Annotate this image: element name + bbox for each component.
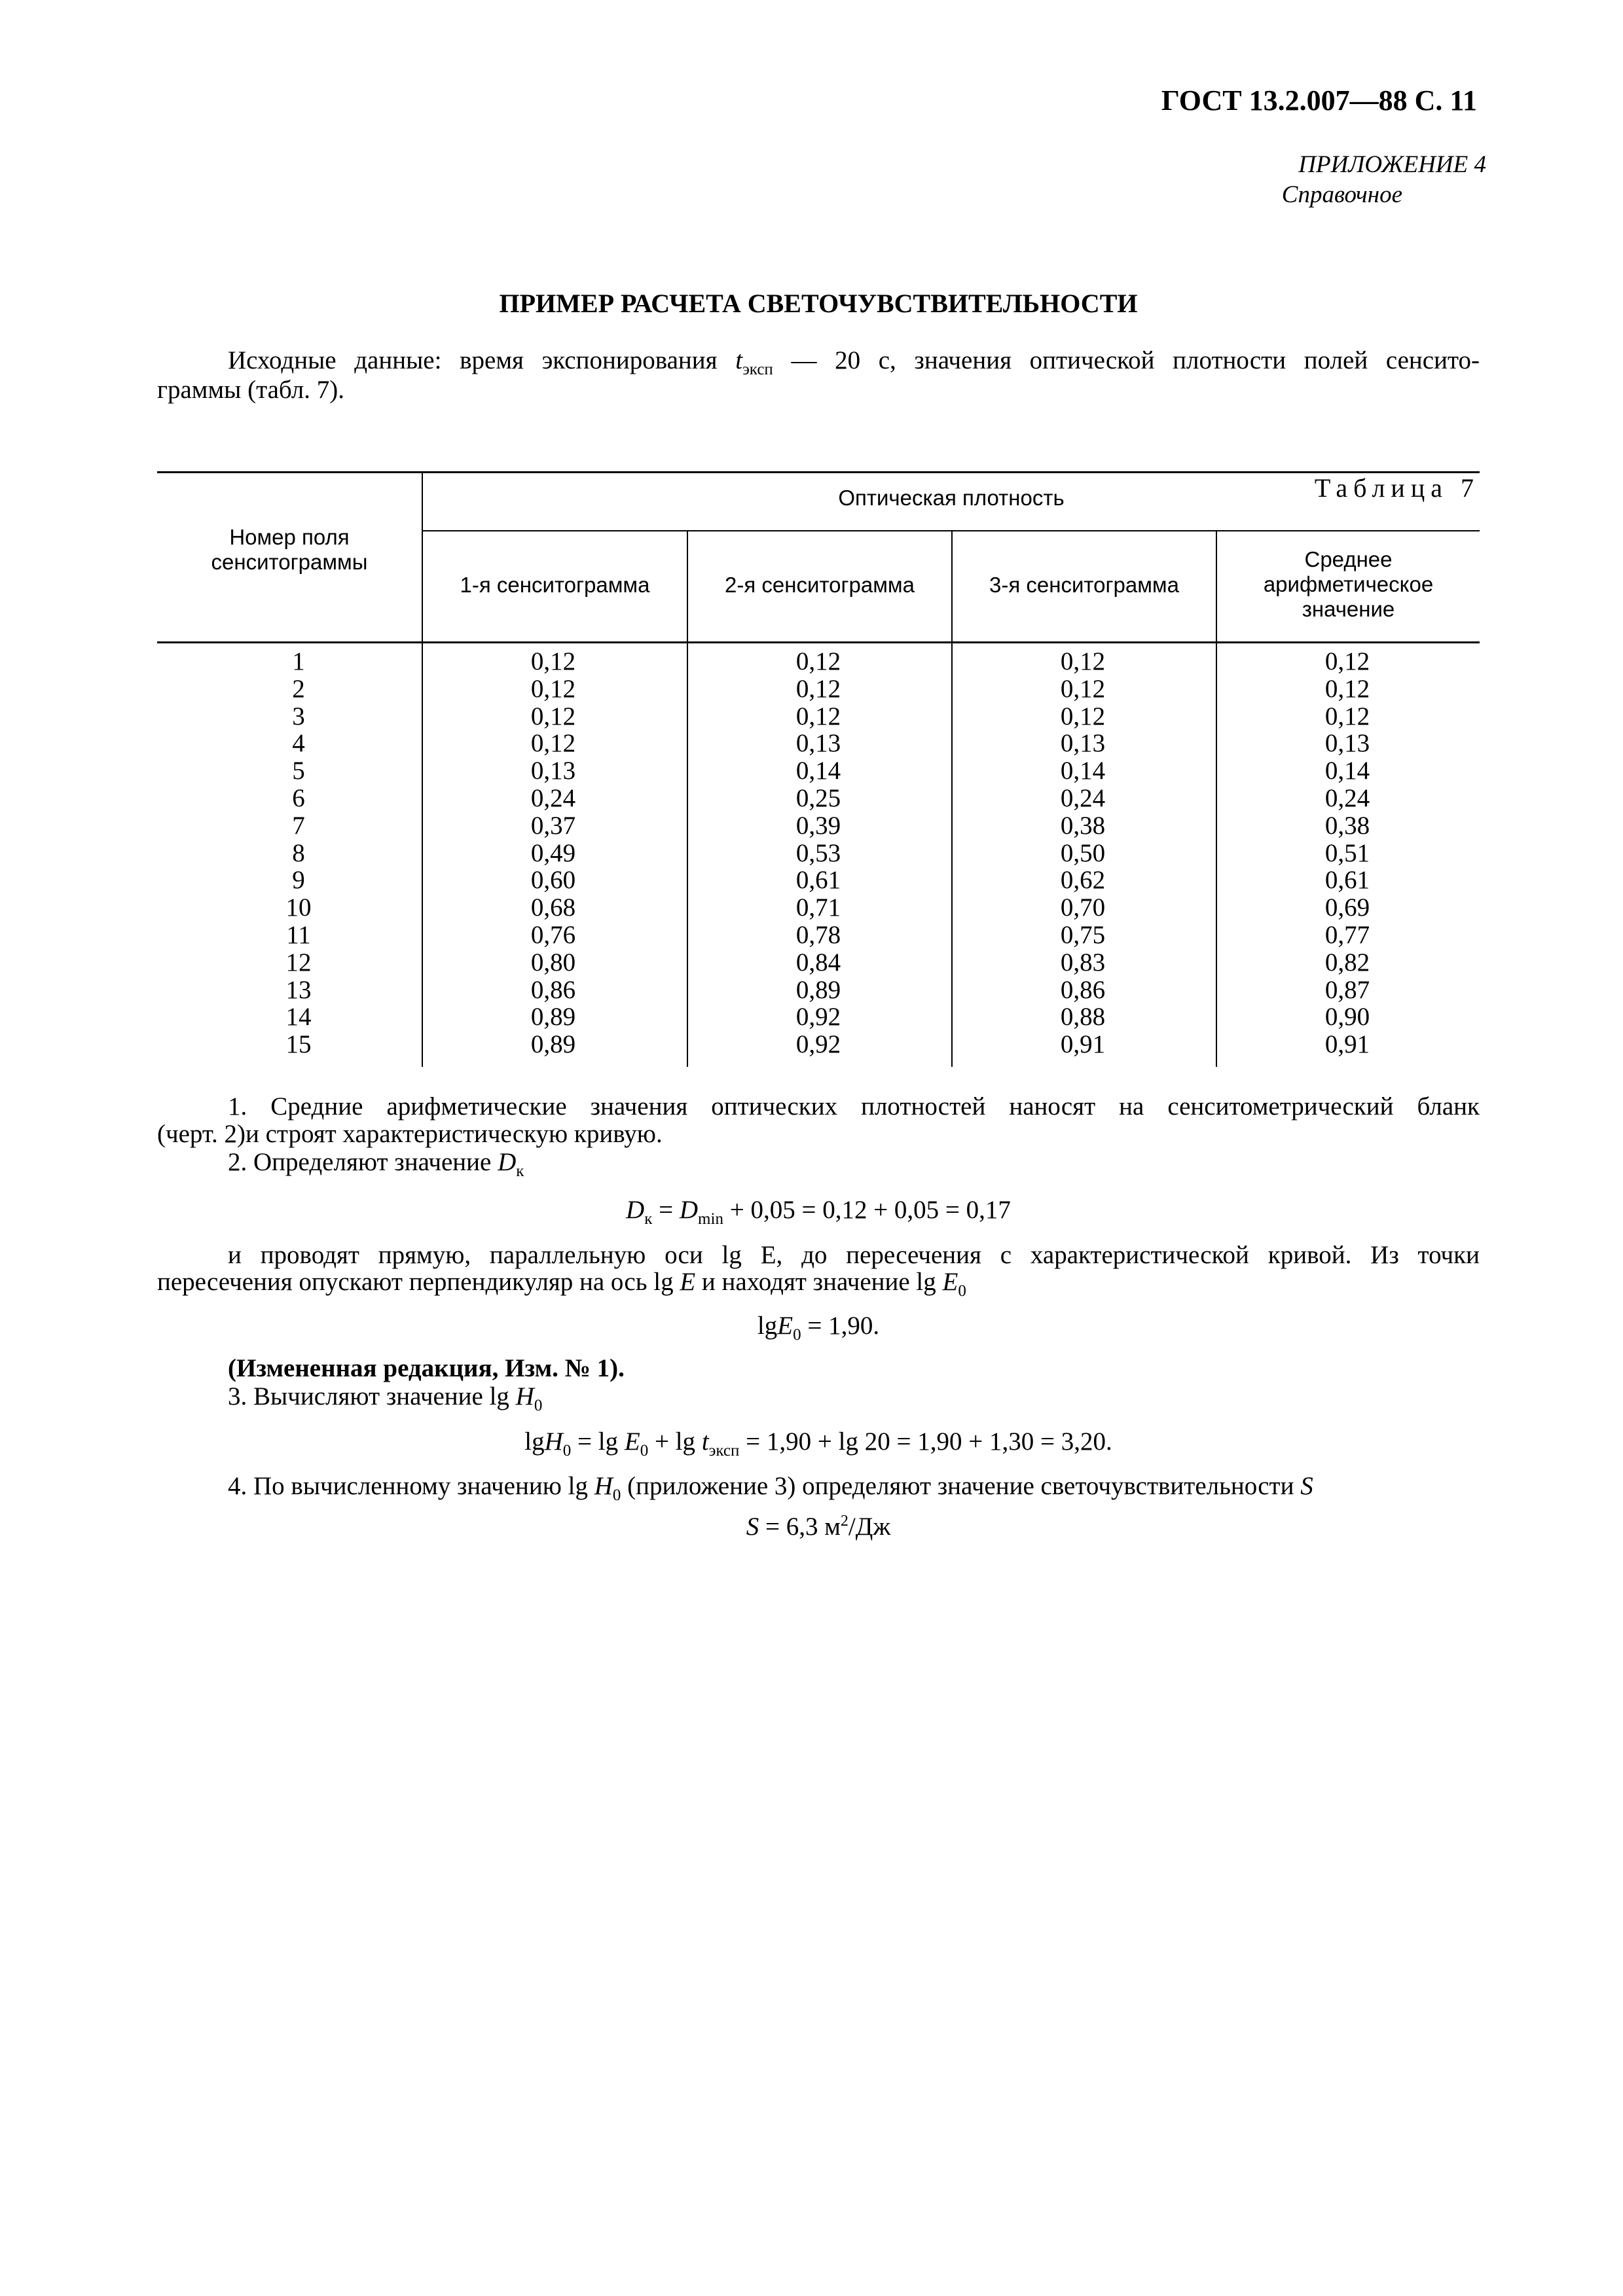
row-number-cell: 10 xyxy=(285,893,312,922)
step-4: 4. По вычисленному значению $\lg H_0$ (приложение 3) определяют значение светочувствительности S xyxy=(228,1472,1313,1504)
step-2b-line-2: пересечения опускают перпендикуляр на ось lg E и находят значение $\lg E_0$ xyxy=(157,1268,966,1300)
density-cell: 0,13 xyxy=(1060,729,1106,758)
header-sensitogram-1: 1-я сенситограмма xyxy=(460,573,650,597)
density-cell: 0,13 xyxy=(795,729,841,758)
row-number-cell: 11 xyxy=(286,920,311,949)
row-number-cell: 6 xyxy=(292,783,305,812)
formula-lge0: lgE$_0$ = 1,90. xyxy=(757,1312,880,1344)
density-cell: 0,12 xyxy=(530,674,576,703)
density-cell: 0,84 xyxy=(795,948,841,977)
density-cell: 0,37 xyxy=(530,811,576,840)
step-1-line-2: (черт. 2)и строят характеристическую кривую. xyxy=(157,1120,663,1148)
density-cell: 0,75 xyxy=(1060,920,1106,949)
column-sensitogram-3 xyxy=(952,648,1214,1058)
row-number-cell: 15 xyxy=(285,1030,312,1059)
step-2b-line-1: и проводят прямую, параллельную оси lg E, до пересечения с характеристической кривой. Из точки xyxy=(228,1241,1480,1269)
formula-lgh0: $\lg H_0 = \lg E_0 + \lg t_{эксп} = 1,90 + \lg 20 = 1,90 + 1,30 = 3,20$. xyxy=(524,1427,1112,1460)
density-cell: 0,12 xyxy=(795,674,841,703)
density-cell: 0,12 xyxy=(530,729,576,758)
column-sensitogram-1 xyxy=(422,648,684,1058)
density-cell: 0,53 xyxy=(795,838,841,867)
document-title: ПРИМЕР РАСЧЕТА СВЕТОЧУВСТВИТЕЛЬНОСТИ xyxy=(499,289,1138,318)
density-cell: 0,24 xyxy=(1060,783,1106,812)
density-cell: 0,89 xyxy=(795,975,841,1004)
density-cell: 0,25 xyxy=(795,783,841,812)
row-number-cell: 1 xyxy=(292,647,305,675)
density-cell: 0,86 xyxy=(530,975,576,1004)
density-cell: 0,76 xyxy=(530,920,576,949)
density-cell: 0,14 xyxy=(795,757,841,785)
row-number-cell: 8 xyxy=(292,838,305,867)
density-cell: 0,87 xyxy=(1324,975,1370,1004)
table-caption: Таблица 7 xyxy=(1314,473,1480,503)
density-cell: 0,69 xyxy=(1324,893,1370,922)
density-cell: 0,90 xyxy=(1324,1003,1370,1031)
header-mean-value: Среднее арифметическое значение xyxy=(1263,547,1434,621)
appendix-label: ПРИЛОЖЕНИЕ 4 xyxy=(1298,151,1486,178)
density-cell: 0,68 xyxy=(530,893,576,922)
header-field-number: Номер поля сенситограммы xyxy=(211,525,368,574)
density-cell: 0,89 xyxy=(530,1003,576,1031)
formula-s: S = 6,3 $м^2/Дж$ xyxy=(746,1513,891,1541)
density-cell: 0,92 xyxy=(795,1003,841,1031)
density-cell: 0,12 xyxy=(1060,674,1106,703)
column-mean-value xyxy=(1216,648,1478,1058)
density-cell: 0,14 xyxy=(1060,757,1106,785)
density-cell: 0,62 xyxy=(1060,866,1106,895)
density-cell: 0,12 xyxy=(1324,702,1370,730)
header-sensitogram-3: 3-я сенситограмма xyxy=(989,573,1179,597)
density-cell: 0,13 xyxy=(1324,729,1370,758)
density-cell: 0,61 xyxy=(795,866,841,895)
density-cell: 0,78 xyxy=(795,920,841,949)
density-cell: 0,51 xyxy=(1324,838,1370,867)
intro-line-2: граммы (табл. 7). xyxy=(157,376,345,404)
density-cell: 0,50 xyxy=(1060,838,1106,867)
step-3: 3. Вычисляют значение $\lg H_0$ xyxy=(228,1382,543,1414)
step-2: 2. Определяют значение $D_к$ xyxy=(228,1148,524,1180)
density-cell: 0,12 xyxy=(1324,647,1370,675)
row-number-cell: 13 xyxy=(285,975,312,1004)
density-cell: 0,13 xyxy=(530,757,576,785)
density-cell: 0,38 xyxy=(1060,811,1106,840)
formula-dk: $D_к = D_{min} + 0,05 = 0,12 + 0,05 = 0,17$ xyxy=(626,1196,1011,1228)
density-cell: 0,12 xyxy=(530,702,576,730)
density-cell: 0,61 xyxy=(1324,866,1370,895)
density-cell: 0,88 xyxy=(1060,1003,1106,1031)
row-number-cell: 4 xyxy=(292,729,305,758)
density-cell: 0,49 xyxy=(530,838,576,867)
table-header-rule xyxy=(157,641,1480,643)
density-cell: 0,70 xyxy=(1060,893,1106,922)
density-cell: 0,12 xyxy=(1060,647,1106,675)
density-cell: 0,24 xyxy=(1324,783,1370,812)
step-1-line-1: 1. Средние арифметические значения оптических плотностей наносят на сенситометрический бланк xyxy=(228,1092,1480,1121)
column-field-number xyxy=(168,648,429,1058)
row-number-cell: 5 xyxy=(292,757,305,785)
density-cell: 0,92 xyxy=(795,1030,841,1059)
row-number-cell: 3 xyxy=(292,702,305,730)
density-cell: 0,12 xyxy=(530,647,576,675)
density-cell: 0,24 xyxy=(530,783,576,812)
density-cell: 0,12 xyxy=(1060,702,1106,730)
intro-line-1: Исходные данные: время экспонирования $t_{эксп}$ — 20 с, значения оптической плотности полей сенсито- xyxy=(228,346,1480,378)
density-cell: 0,38 xyxy=(1324,811,1370,840)
density-cell: 0,12 xyxy=(1324,674,1370,703)
row-number-cell: 2 xyxy=(292,674,305,703)
density-cell: 0,71 xyxy=(795,893,841,922)
density-cell: 0,83 xyxy=(1060,948,1106,977)
density-cell: 0,86 xyxy=(1060,975,1106,1004)
header-sensitogram-2: 2-я сенситограмма xyxy=(725,573,915,597)
density-cell: 0,82 xyxy=(1324,948,1370,977)
density-cell: 0,12 xyxy=(795,702,841,730)
change-note: (Измененная редакция, Изм. № 1). xyxy=(228,1354,625,1382)
table-top-rule xyxy=(157,471,1480,473)
row-number-cell: 12 xyxy=(285,948,312,977)
density-cell: 0,14 xyxy=(1324,757,1370,785)
density-cell: 0,60 xyxy=(530,866,576,895)
row-number-cell: 9 xyxy=(292,866,305,895)
row-number-cell: 7 xyxy=(292,811,305,840)
appendix-type: Справочное xyxy=(1281,181,1402,208)
density-cell: 0,77 xyxy=(1324,920,1370,949)
density-cell: 0,91 xyxy=(1324,1030,1370,1059)
density-cell: 0,89 xyxy=(530,1030,576,1059)
header-optical-density: Оптическая плотность xyxy=(838,486,1065,510)
density-cell: 0,39 xyxy=(795,811,841,840)
density-cell: 0,91 xyxy=(1060,1030,1106,1059)
density-cell: 0,12 xyxy=(795,647,841,675)
page-header: ГОСТ 13.2.007—88 С. 11 xyxy=(1161,84,1477,117)
density-cell: 0,80 xyxy=(530,948,576,977)
column-sensitogram-2 xyxy=(687,648,949,1058)
row-number-cell: 14 xyxy=(285,1003,312,1031)
